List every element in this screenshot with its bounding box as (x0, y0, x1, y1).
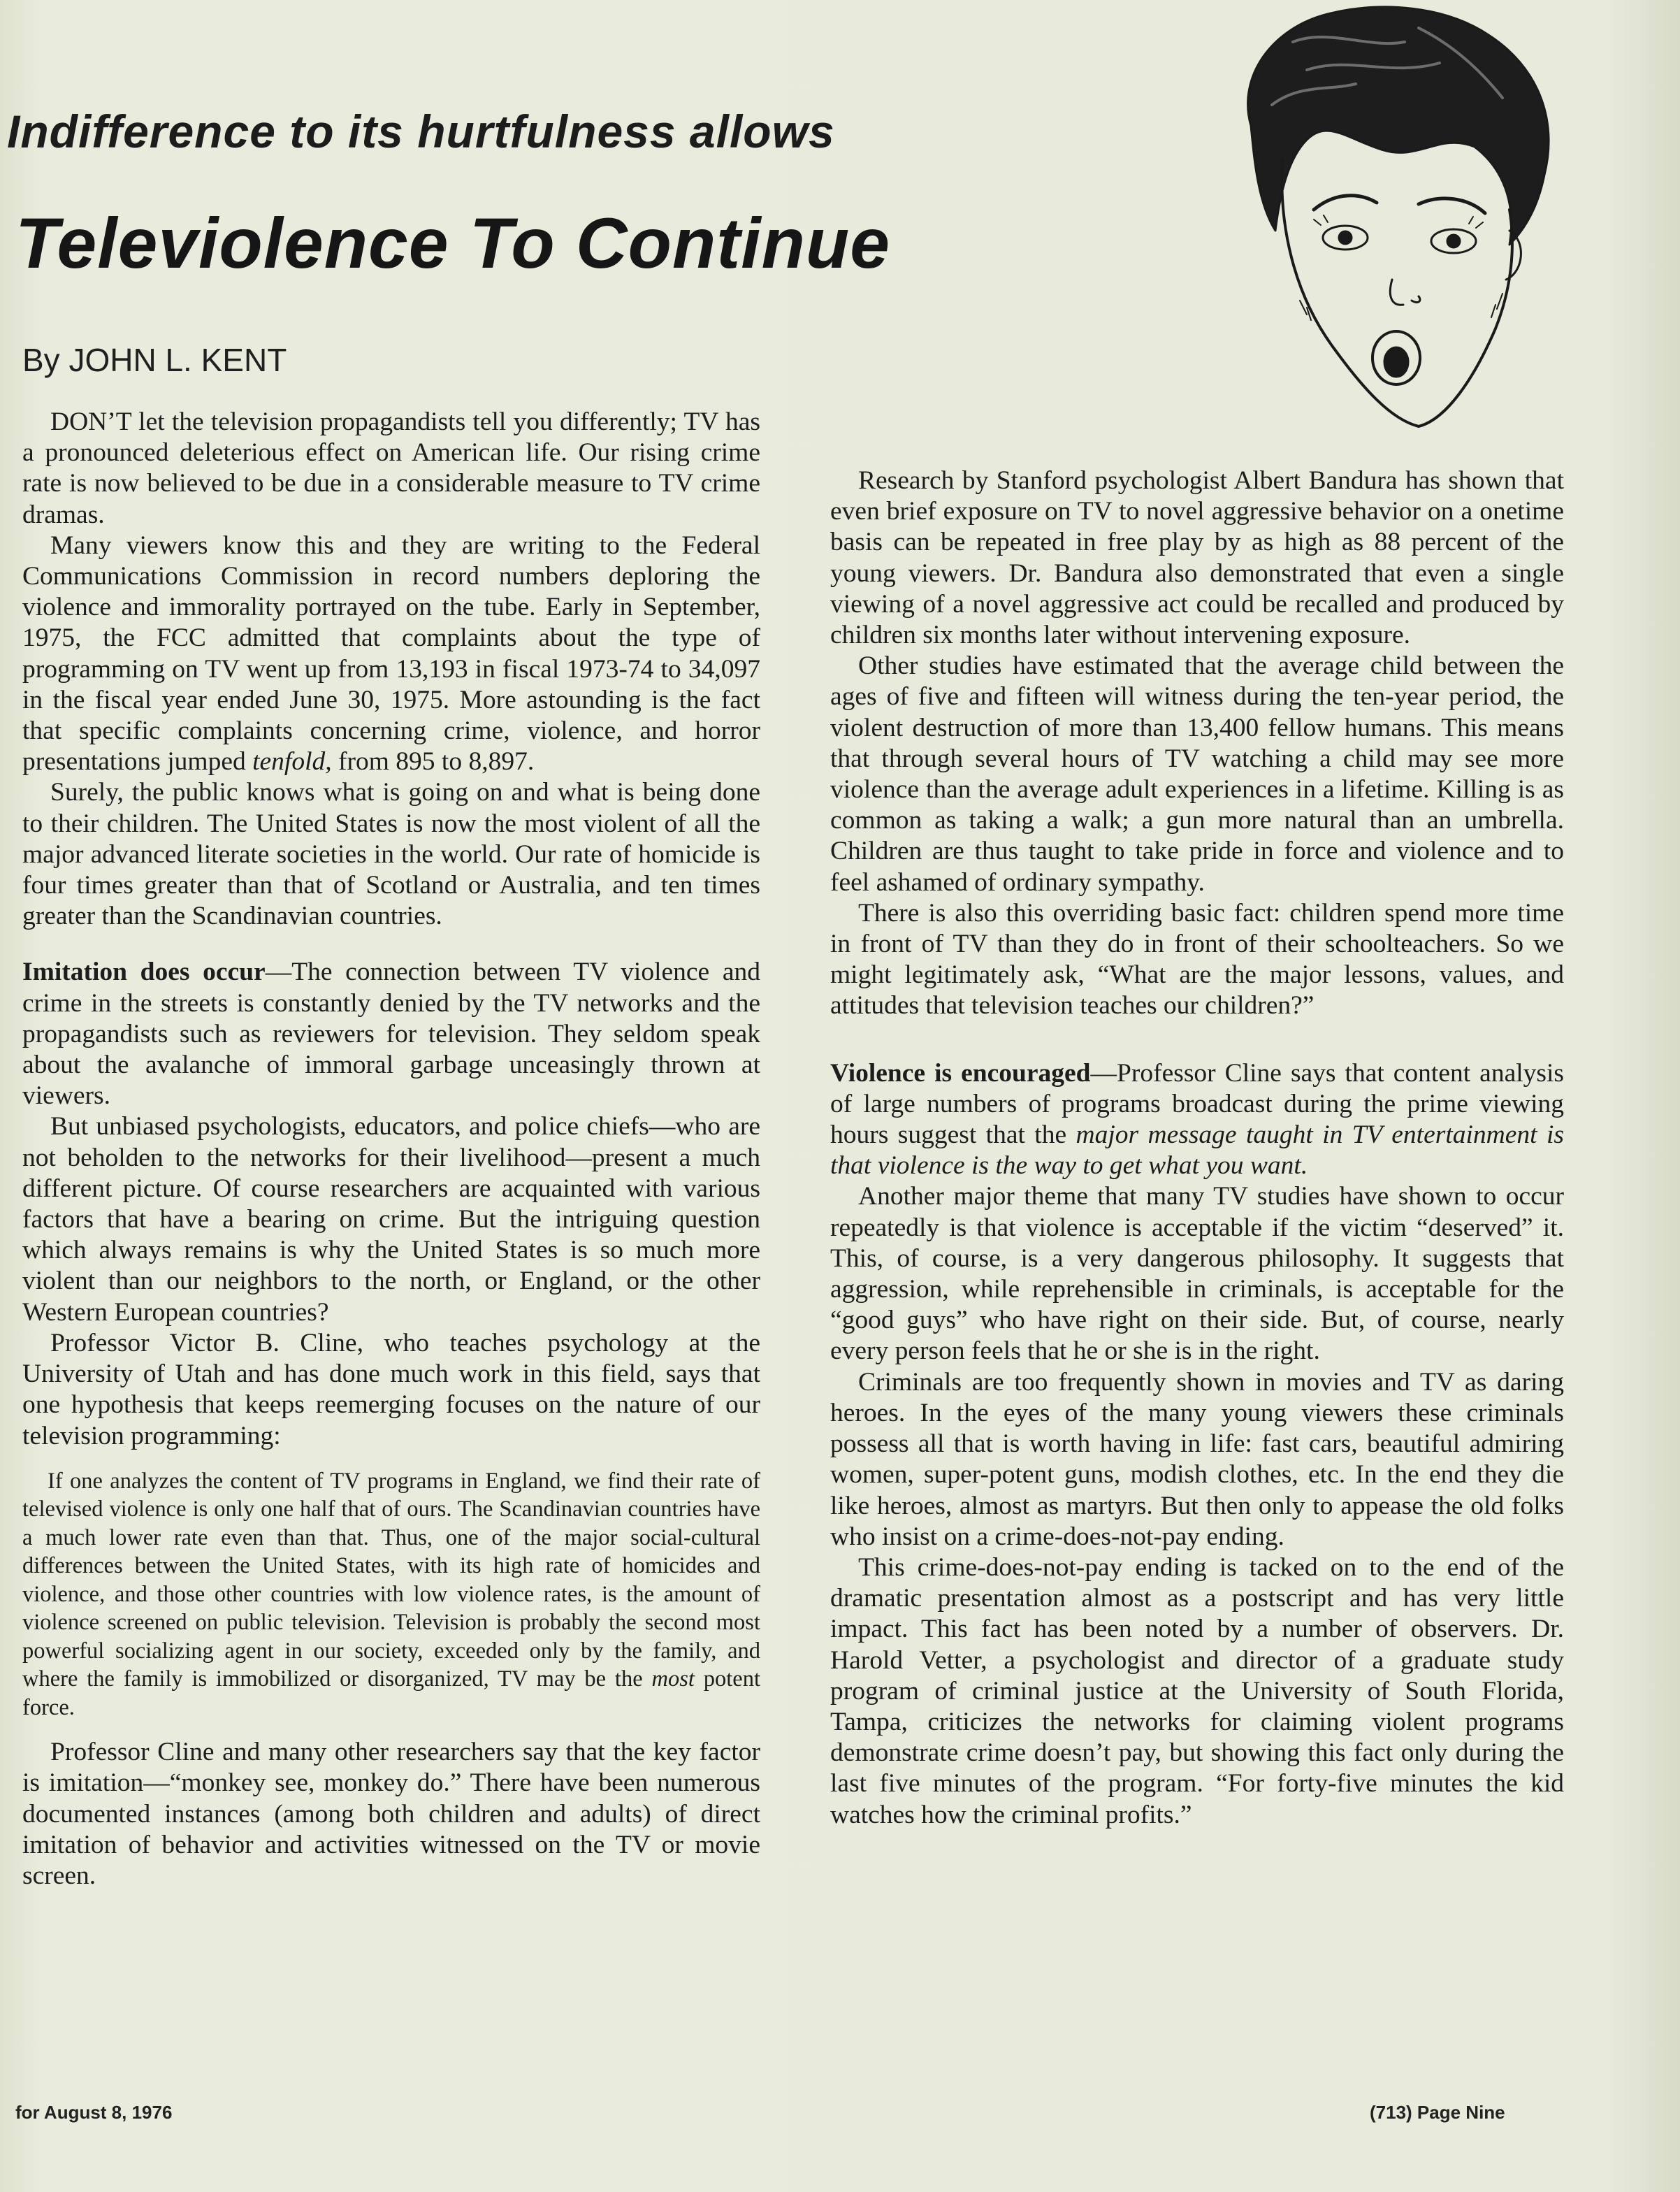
paragraph: Professor Victor B. Cline, who teaches psychology at the University of Utah and has done much work in this field, says that one hypothesis that keeps reemerging focuses on the nature of our television programming: (22, 1328, 760, 1450)
paragraph: Research by Stanford psychologist Albert Bandura has shown that even brief exposure on TV to novel aggressive behavior on a onetime basis can be repeated in free play by as high as 88 percent of the young viewers. Dr. Bandura also demonstrated that even a single viewing of a novel aggressive act could be recalled and produced by children six months later without intervening exposure. (830, 466, 1564, 650)
paragraph: Criminals are too frequently shown in movies and TV as daring heroes. In the eyes of the many young viewers these criminals possess all that is worth having in life: fast cars, beautiful admiring women, super-potent guns, modish clothes, etc. In the end they die like heroes, almost as martyrs. But then only to appease the old folks who insist on a crime-does-not-pay ending. (830, 1367, 1564, 1551)
byline: By JOHN L. KENT (22, 342, 287, 378)
article-kicker: Indifference to its hurtfulness allows (7, 106, 835, 157)
subhead: Violence is encouraged (830, 1058, 1091, 1088)
right-column (830, 466, 1564, 1831)
surprised-woman-illustration (1209, 0, 1572, 447)
paragraph: Surely, the public knows what is going on and what is being done to their children. The United States is now the most violent of all the major advanced literate societies in the world. Our rate of homicide is four times greater than that of Scotland or Australia, and ten times greater than the Scandinavian countries. (22, 778, 760, 931)
article-title: Televiolence To Continue (15, 203, 890, 283)
paragraph: But unbiased psychologists, educators, and police chiefs—who are not beholden to the networks for their livelihood—present a much different picture. Of course researchers are acquainted with various factors that have a bearing on crime. But the intriguing question which always remains is why the United States is so much more violent than our neighbors to the north, or England, or the other Western European countries? (22, 1112, 760, 1327)
paragraph: Professor Cline and many other researchers say that the key factor is imitation—“monkey see, monkey do.” There have been numerous documented instances (among both children and adults) of direct imitation of behavior and activities witnessed on the TV or movie screen. (22, 1738, 760, 1891)
paragraph: Other studies have estimated that the average child between the ages of five and fifteen will witness during the ten-year period, the violent destruction of more than 13,400 fellow humans. This means that through several hours of TV watching a child may see more violence than the average adult experiences in a lifetime. Killing is as common as taking a walk; a gun more natural than an umbrella. Children are thus taught to take pride in force and violence and to feel ashamed of ordinary sympathy. (830, 651, 1564, 897)
paragraph: This crime-does-not-pay ending is tacked on to the end of the dramatic presentation almost as a postscript and has very little impact. This fact has been noted by a number of observers. Dr. Harold Vetter, a psychologist and director of a graduate study program of criminal justice at the University of South Florida, Tampa, criticizes the networks for claiming violent programs demonstrate crime doesn’t pay, but showing this fact only during the last five minutes of the program. “For forty-five minutes the kid watches how the criminal profits.” (830, 1552, 1564, 1829)
paragraph: There is also this overriding basic fact: children spend more time in front of TV than they do in front of their schoolteachers. So we might legitimately ask, “What are the major lessons, values, and attitudes that television teaches our children?” (830, 898, 1564, 1021)
paragraph: Many viewers know this and they are writing to the Federal Communications Commission in record numbers deploring the violence and immorality portrayed on the tube. Early in September, 1975, the FCC admitted that complaints about the type of programming on TV went up from 13,193 in fiscal 1973-74 to 34,097 in the fiscal year ended June 30, 1975. More astounding is the fact that specific complaints concerning crime, violence, and horror presentations jumped tenfold, from 895 to 8,897. (22, 531, 760, 777)
footer-date: for August 8, 1976 (15, 2102, 173, 2123)
block-quote: If one analyzes the content of TV programs in England, we find their rate of televised violence is only one half that of ours. The Scandinavian countries have a much lower rate even than that. Thus, one of the major social-cultural differences between the United States, with its high rate of homicides and violence, and those other countries with low violence rates, is the amount of violence screened on public television. Television is probably the second most powerful socializing agent in our society, exceeded only by the family, and where the family is immobilized or disorganized, TV may be the most potent force. (22, 1468, 760, 1720)
page-number: (713) Page Nine (1370, 2102, 1505, 2123)
subhead-paragraph: Imitation does occur—The connection between TV violence and crime in the streets is constantly denied by the TV networks and the propagandists such as reviewers for television. They seldom speak about the avalanche of immoral garbage unceasingly thrown at viewers. (22, 958, 760, 1111)
left-column (22, 407, 760, 1891)
paragraph: Another major theme that many TV studies have shown to occur repeatedly is that violence is acceptable if the victim “deserved” it. This, of course, is a very dangerous philosophy. It suggests that aggression, while reprehensible in criminals, is acceptable for the “good guys” who have right on their side. But, of course, nearly every person feels that he or she is in the right. (830, 1182, 1564, 1366)
paragraph: DON’T let the television propagandists tell you differently; TV has a pronounced deleterious effect on American life. Our rising crime rate is now believed to be due in a considerable measure to TV crime dramas. (22, 408, 760, 529)
subhead-paragraph: Violence is encouraged—Professor Cline says that content analysis of large numbers of programs broadcast during the prime viewing hours suggest that the major message taught in TV entertainment is that violence is the way to get what you want. (830, 1058, 1564, 1181)
subhead: Imitation does occur (22, 958, 266, 987)
